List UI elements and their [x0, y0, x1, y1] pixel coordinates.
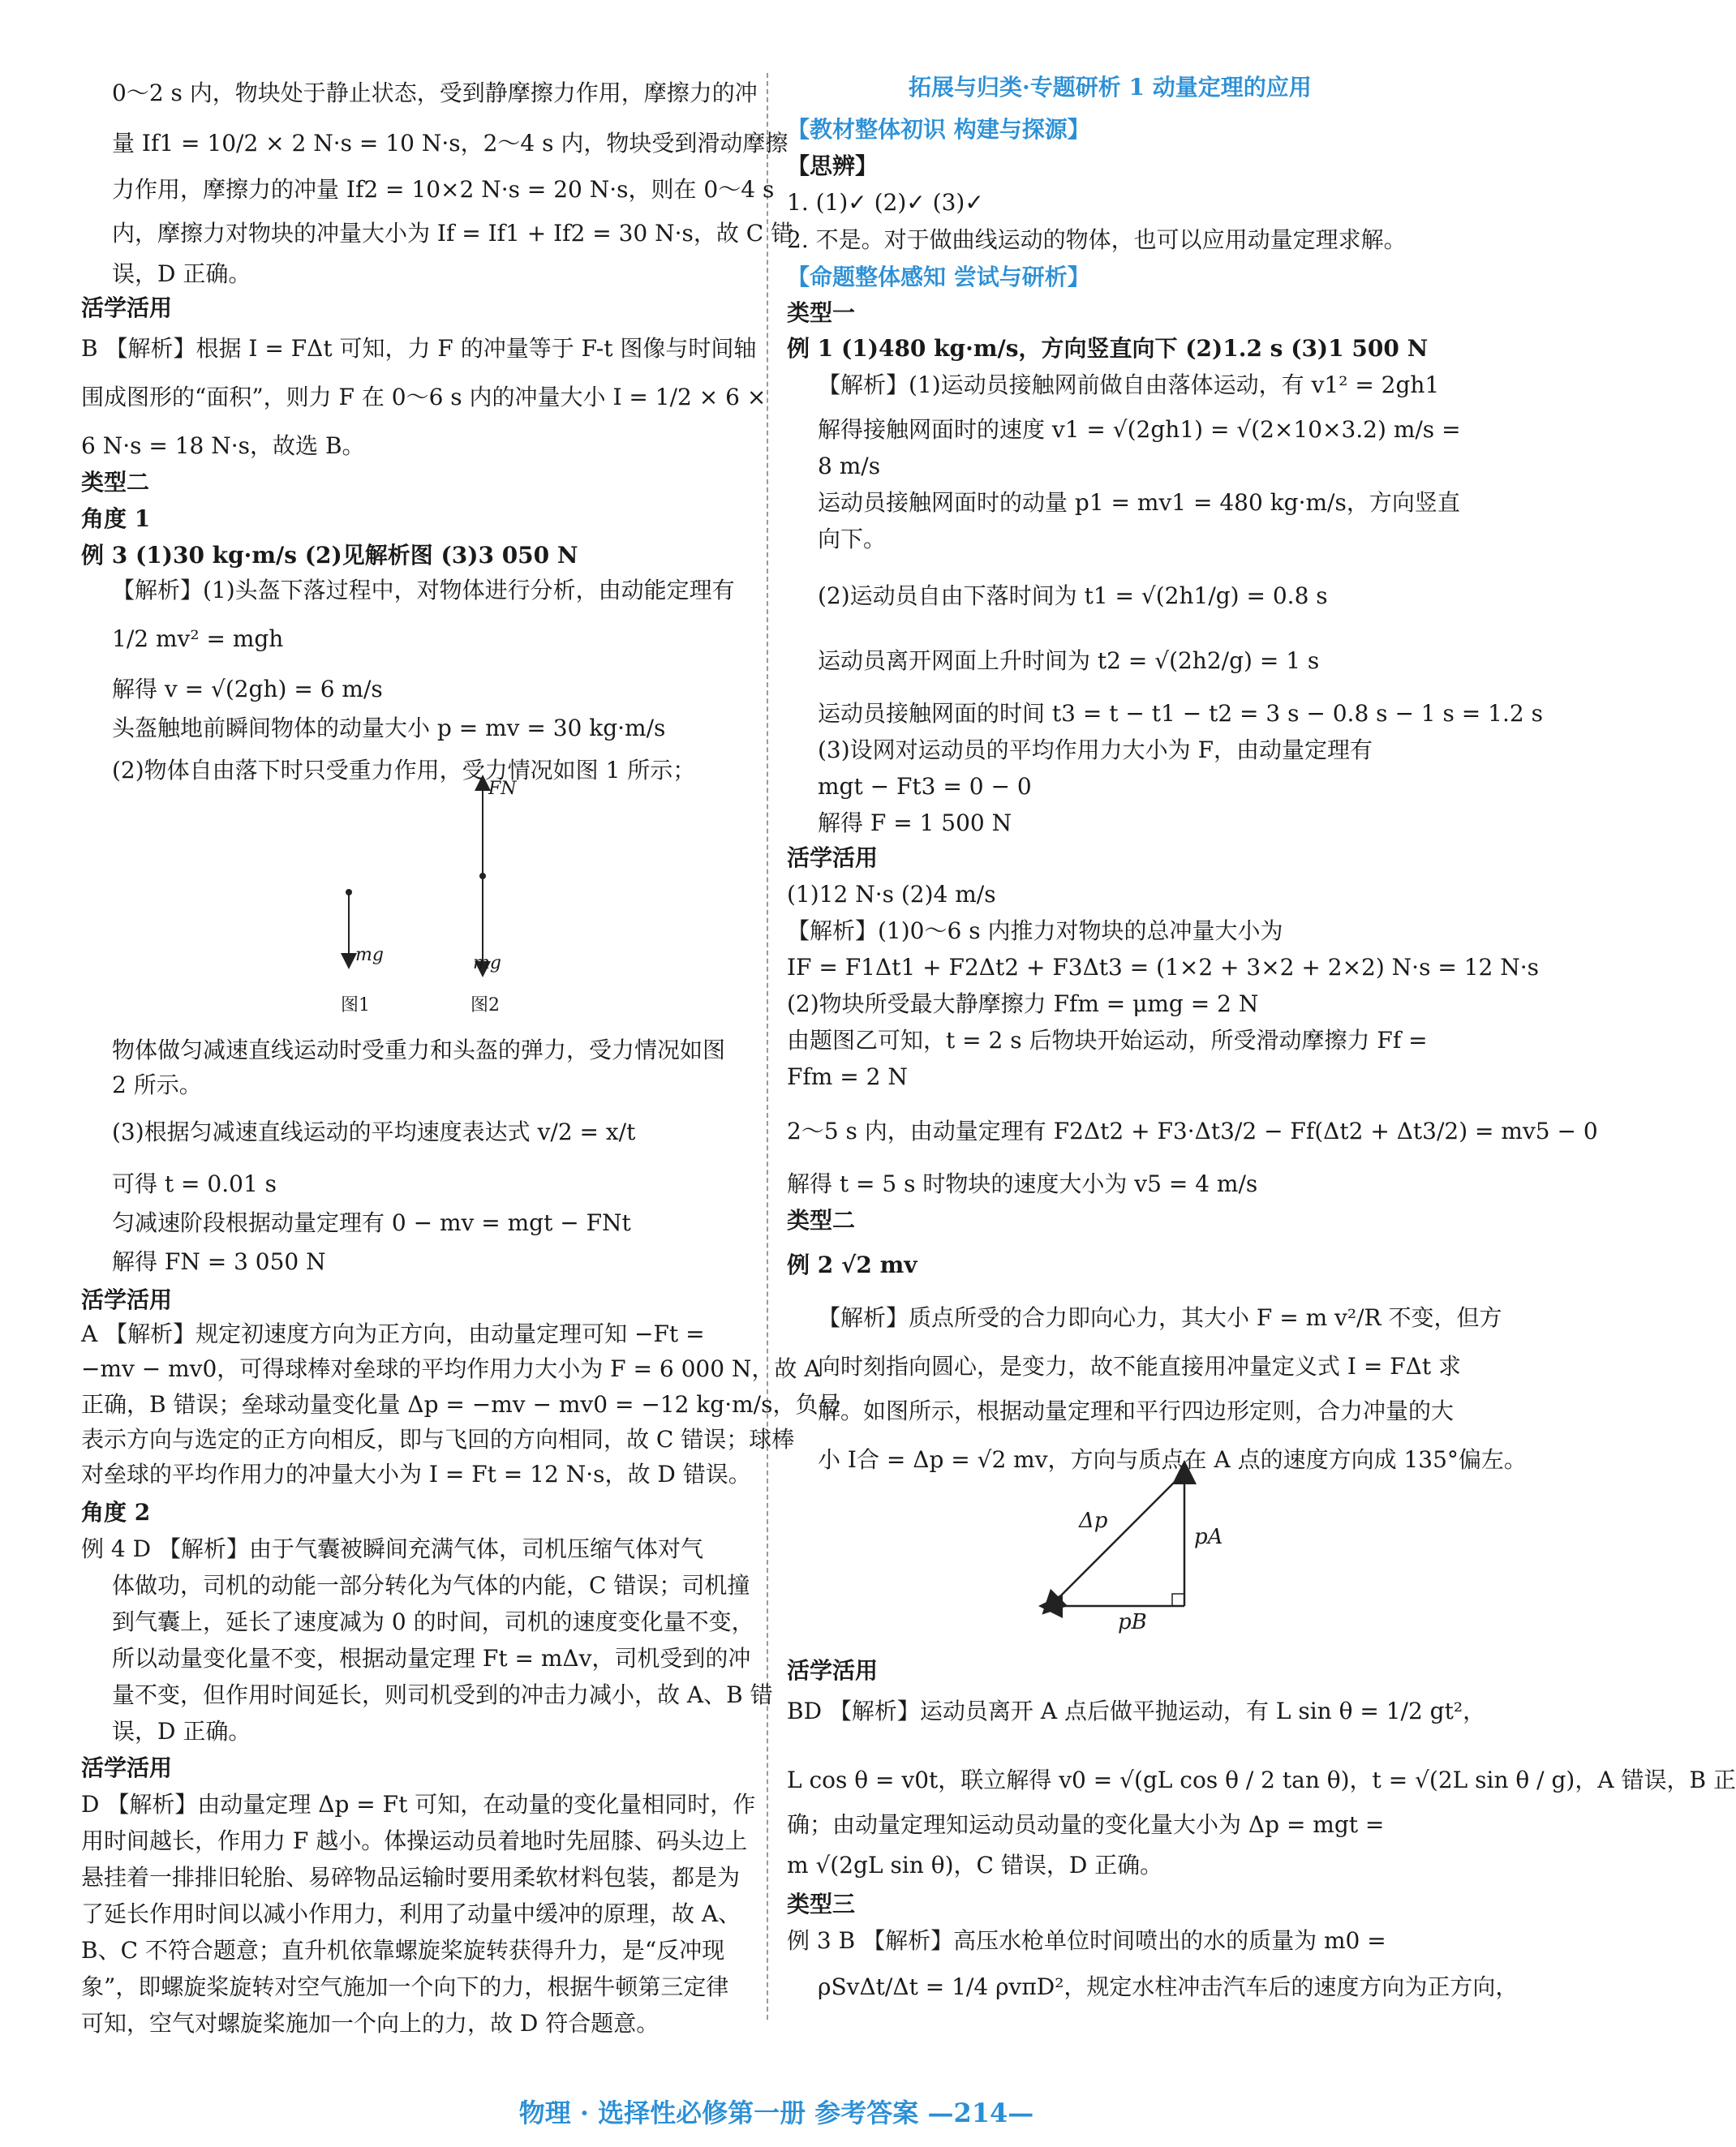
text-line: 头盔触地前瞬间物体的动量大小 p = mv = 30 kg·m/s [112, 715, 666, 741]
pb-label: pB [1118, 1610, 1147, 1634]
text-line: 所以动量变化量不变，根据动量定理 Ft = mΔv，司机受到的冲 [112, 1645, 751, 1672]
text-line: 【解析】(1)0～6 s 内推力对物块的总冲量大小为 [787, 917, 1283, 944]
text-line: 内，摩擦力对物块的冲量大小为 If = If1 + If2 = 30 N·s，故 C 错 [112, 220, 794, 247]
text-line: 匀减速阶段根据动量定理有 0 − mv = mgt − FNt [112, 1209, 631, 1236]
text-line: 【解析】质点所受的合力即向心力，其大小 F = m v²/R 不变，但方 [818, 1304, 1502, 1331]
section-heading: 例 1 (1)480 kg·m/s，方向竖直向下 (2)1.2 s (3)1 500 N [787, 335, 1429, 362]
text-line: 量不变，但作用时间延长，则司机受到的冲击力减小，故 A、B 错 [112, 1681, 773, 1708]
text-line: 表示方向与选定的正方向相反，即与飞回的方向相同，故 C 错误；球棒 [81, 1426, 795, 1453]
section-heading: 【思辨】 [787, 152, 879, 179]
text-line: 正确，B 错误；垒球动量变化量 Δp = −mv − mv0 = −12 kg·m/s，负号 [81, 1391, 841, 1418]
text-line: 由题图乙可知，t = 2 s 后物块开始运动，所受滑动摩擦力 Ff = [787, 1027, 1428, 1054]
text-line: 2. 不是。对于做曲线运动的物体，也可以应用动量定理求解。 [787, 226, 1407, 253]
text-line: 解得 FN = 3 050 N [112, 1248, 326, 1275]
text-line: 对垒球的平均作用力的冲量大小为 I = Ft = 12 N·s，故 D 错误。 [81, 1461, 751, 1488]
text-line: 确；由动量定理知运动员动量的变化量大小为 Δp = mgt = [787, 1811, 1385, 1838]
section-heading: 例 2 √2 mv [787, 1252, 917, 1278]
section-heading: 类型三 [787, 1891, 856, 1917]
text-line: (3)设网对运动员的平均作用力大小为 F，由动量定理有 [818, 736, 1373, 763]
text-line: (3)根据匀减速直线运动的平均速度表达式 v/2 = x/t [112, 1119, 636, 1145]
text-line: Ffm = 2 N [787, 1063, 908, 1090]
text-line: 2～5 s 内，由动量定理有 F2Δt2 + F3·Δt3/2 − Ff(Δt2 + Δt3/2) = mv5 − 0 [787, 1118, 1598, 1144]
section-heading: 活学活用 [81, 1286, 173, 1313]
text-line: 1. (1)✓ (2)✓ (3)✓ [787, 189, 984, 216]
section-heading: 活学活用 [81, 1754, 173, 1781]
momentum-triangle [1038, 1460, 1201, 1622]
text-line: mgt − Ft3 = 0 − 0 [818, 773, 1032, 800]
section-title: 拓展与归类·专题研析 1 动量定理的应用 [909, 74, 1312, 101]
section-heading: 活学活用 [787, 844, 879, 871]
text-line: 了延长作用时间以减小作用力，利用了动量中缓冲的原理，故 A、 [81, 1900, 741, 1927]
text-line: 用时间越长，作用力 F 越小。体操运动员着地时先屈膝、码头边上 [81, 1827, 748, 1854]
text-line: 0～2 s 内，物块处于静止状态，受到静摩擦力作用，摩擦力的冲 [112, 79, 758, 106]
text-line: 解得接触网面时的速度 v1 = √(2gh1) = √(2×10×3.2) m/s = [818, 416, 1461, 443]
text-line: −mv − mv0，可得球棒对垒球的平均作用力大小为 F = 6 000 N，故 A [81, 1355, 821, 1382]
text-line: 例 3 B 【解析】高压水枪单位时间喷出的水的质量为 m0 = [787, 1927, 1386, 1954]
text-line: B、C 不符合题意；直升机依靠螺旋桨旋转获得升力，是“反冲现 [81, 1937, 725, 1964]
text-line: (1)12 N·s (2)4 m/s [787, 881, 996, 908]
section-heading: 活学活用 [81, 294, 173, 321]
text-line: IF = F1Δt1 + F2Δt2 + F3Δt3 = (1×2 + 3×2 + 2×2) N·s = 12 N·s [787, 954, 1539, 981]
text-line: 2 所示。 [112, 1071, 202, 1098]
dp-label: Δp [1079, 1509, 1108, 1533]
text-line: 可知，空气对螺旋桨施加一个向上的力，故 D 符合题意。 [81, 2010, 660, 2037]
text-line: 【解析】(1)运动员接触网前做自由落体运动，有 v1² = 2gh1 [818, 371, 1440, 398]
text-line: 向下。 [818, 526, 887, 552]
section-heading: 类型二 [81, 469, 150, 496]
dp-arrow [1051, 1472, 1184, 1606]
text-line: BD 【解析】运动员离开 A 点后做平抛运动，有 L sin θ = 1/2 gt²， [787, 1698, 1486, 1724]
text-line: 6 N·s = 18 N·s，故选 B。 [81, 432, 365, 459]
fig1-mg-label: mg [355, 945, 384, 965]
text-line: 围成图形的“面积”，则力 F 在 0～6 s 内的冲量大小 I = 1/2 × 6 × [81, 384, 767, 410]
column-divider [767, 73, 768, 2020]
pa-label: pA [1194, 1525, 1223, 1549]
text-line: 运动员离开网面上升时间为 t2 = √(2h2/g) = 1 s [818, 647, 1320, 674]
text-line: A 【解析】规定初速度方向为正方向，由动量定理可知 −Ft = [81, 1320, 705, 1347]
text-line: 解得 v = √(2gh) = 6 m/s [112, 676, 383, 702]
text-line: 解得 t = 5 s 时物块的速度大小为 v5 = 4 m/s [787, 1170, 1258, 1197]
text-line: 误，D 正确。 [112, 260, 251, 287]
text-line: 力作用，摩擦力的冲量 If2 = 10×2 N·s = 20 N·s，则在 0～4 s [112, 176, 775, 203]
text-line: 到气囊上，延长了速度减为 0 的时间，司机的速度变化量不变， [112, 1608, 754, 1635]
text-line: 8 m/s [818, 453, 881, 479]
section-banner: 【命题整体感知 尝试与研析】 [787, 264, 1090, 290]
text-line: L cos θ = v0t，联立解得 v0 = √(gL cos θ / 2 tan θ)，t = √(2L sin θ / g)，A 错误，B 正 [787, 1767, 1736, 1793]
text-line: m √(2gL sin θ)，C 错误，D 正确。 [787, 1852, 1163, 1879]
fig2-caption: 图2 [471, 995, 500, 1016]
section-heading: 角度 1 [81, 505, 151, 532]
page-footer: 物理 · 选择性必修第一册 参考答案 —214— [518, 2098, 1034, 2128]
text-line: (2)运动员自由下落时间为 t1 = √(2h1/g) = 0.8 s [818, 582, 1328, 609]
text-line: D 【解析】由动量定理 Δp = Ft 可知，在动量的变化量相同时，作 [81, 1791, 756, 1818]
section-heading: 角度 2 [81, 1499, 151, 1526]
right-angle-mark [1172, 1594, 1184, 1606]
fig1-caption: 图1 [341, 995, 370, 1016]
fn-label: FN [488, 779, 517, 799]
text-line: 【解析】(1)头盔下落过程中，对物体进行分析，由动能定理有 [112, 577, 735, 603]
text-line: 误，D 正确。 [112, 1718, 251, 1745]
text-line: (2)物体自由落下时只受重力作用，受力情况如图 1 所示； [112, 757, 696, 784]
text-line: 解得 F = 1 500 N [818, 809, 1012, 836]
text-line: 小 I合 = Δp = √2 mv，方向与质点在 A 点的速度方向成 135°偏左。 [818, 1446, 1527, 1473]
text-line: B 【解析】根据 I = FΔt 可知，力 F 的冲量等于 F-t 图像与时间轴 [81, 335, 757, 362]
text-line: 解。如图所示，根据动量定理和平行四边形定则，合力冲量的大 [818, 1398, 1455, 1424]
text-line: 物体做匀减速直线运动时受重力和头盔的弹力，受力情况如图 [112, 1037, 726, 1063]
text-line: 象”，即螺旋桨旋转对空气施加一个向下的力，根据牛顿第三定律 [81, 1973, 729, 2000]
text-line: ρSvΔt/Δt = 1/4 ρvπD²，规定水柱冲击汽车后的速度方向为正方向， [818, 1973, 1519, 2000]
section-heading: 类型二 [787, 1207, 856, 1234]
text-line: (2)物块所受最大静摩擦力 Ffm = μmg = 2 N [787, 990, 1259, 1017]
text-line: 运动员接触网面时的动量 p1 = mv1 = 480 kg·m/s，方向竖直 [818, 489, 1460, 516]
text-line: 1/2 mv² = mgh [112, 625, 284, 652]
text-line: 向时刻指向圆心，是变力，故不能直接用冲量定义式 I = FΔt 求 [818, 1353, 1462, 1380]
text-line: 例 4 D 【解析】由于气囊被瞬间充满气体，司机压缩气体对气 [81, 1535, 703, 1562]
text-line: 悬挂着一排排旧轮胎、易碎物品运输时要用柔软材料包装，都是为 [81, 1864, 741, 1891]
section-heading: 例 3 (1)30 kg·m/s (2)见解析图 (3)3 050 N [81, 542, 578, 569]
text-line: 可得 t = 0.01 s [112, 1170, 277, 1197]
fig2-mg-label: mg [473, 953, 501, 973]
text-line: 运动员接触网面的时间 t3 = t − t1 − t2 = 3 s − 0.8 s − 1 s = 1.2 s [818, 700, 1543, 727]
section-banner: 【教材整体初识 构建与探源】 [787, 116, 1090, 143]
section-heading: 活学活用 [787, 1657, 879, 1684]
text-line: 量 If1 = 10/2 × 2 N·s = 10 N·s，2～4 s 内，物块受到滑动摩擦 [112, 130, 789, 157]
text-line: 体做功，司机的动能一部分转化为气体的内能，C 错误；司机撞 [112, 1572, 750, 1599]
section-heading: 类型一 [787, 299, 856, 326]
